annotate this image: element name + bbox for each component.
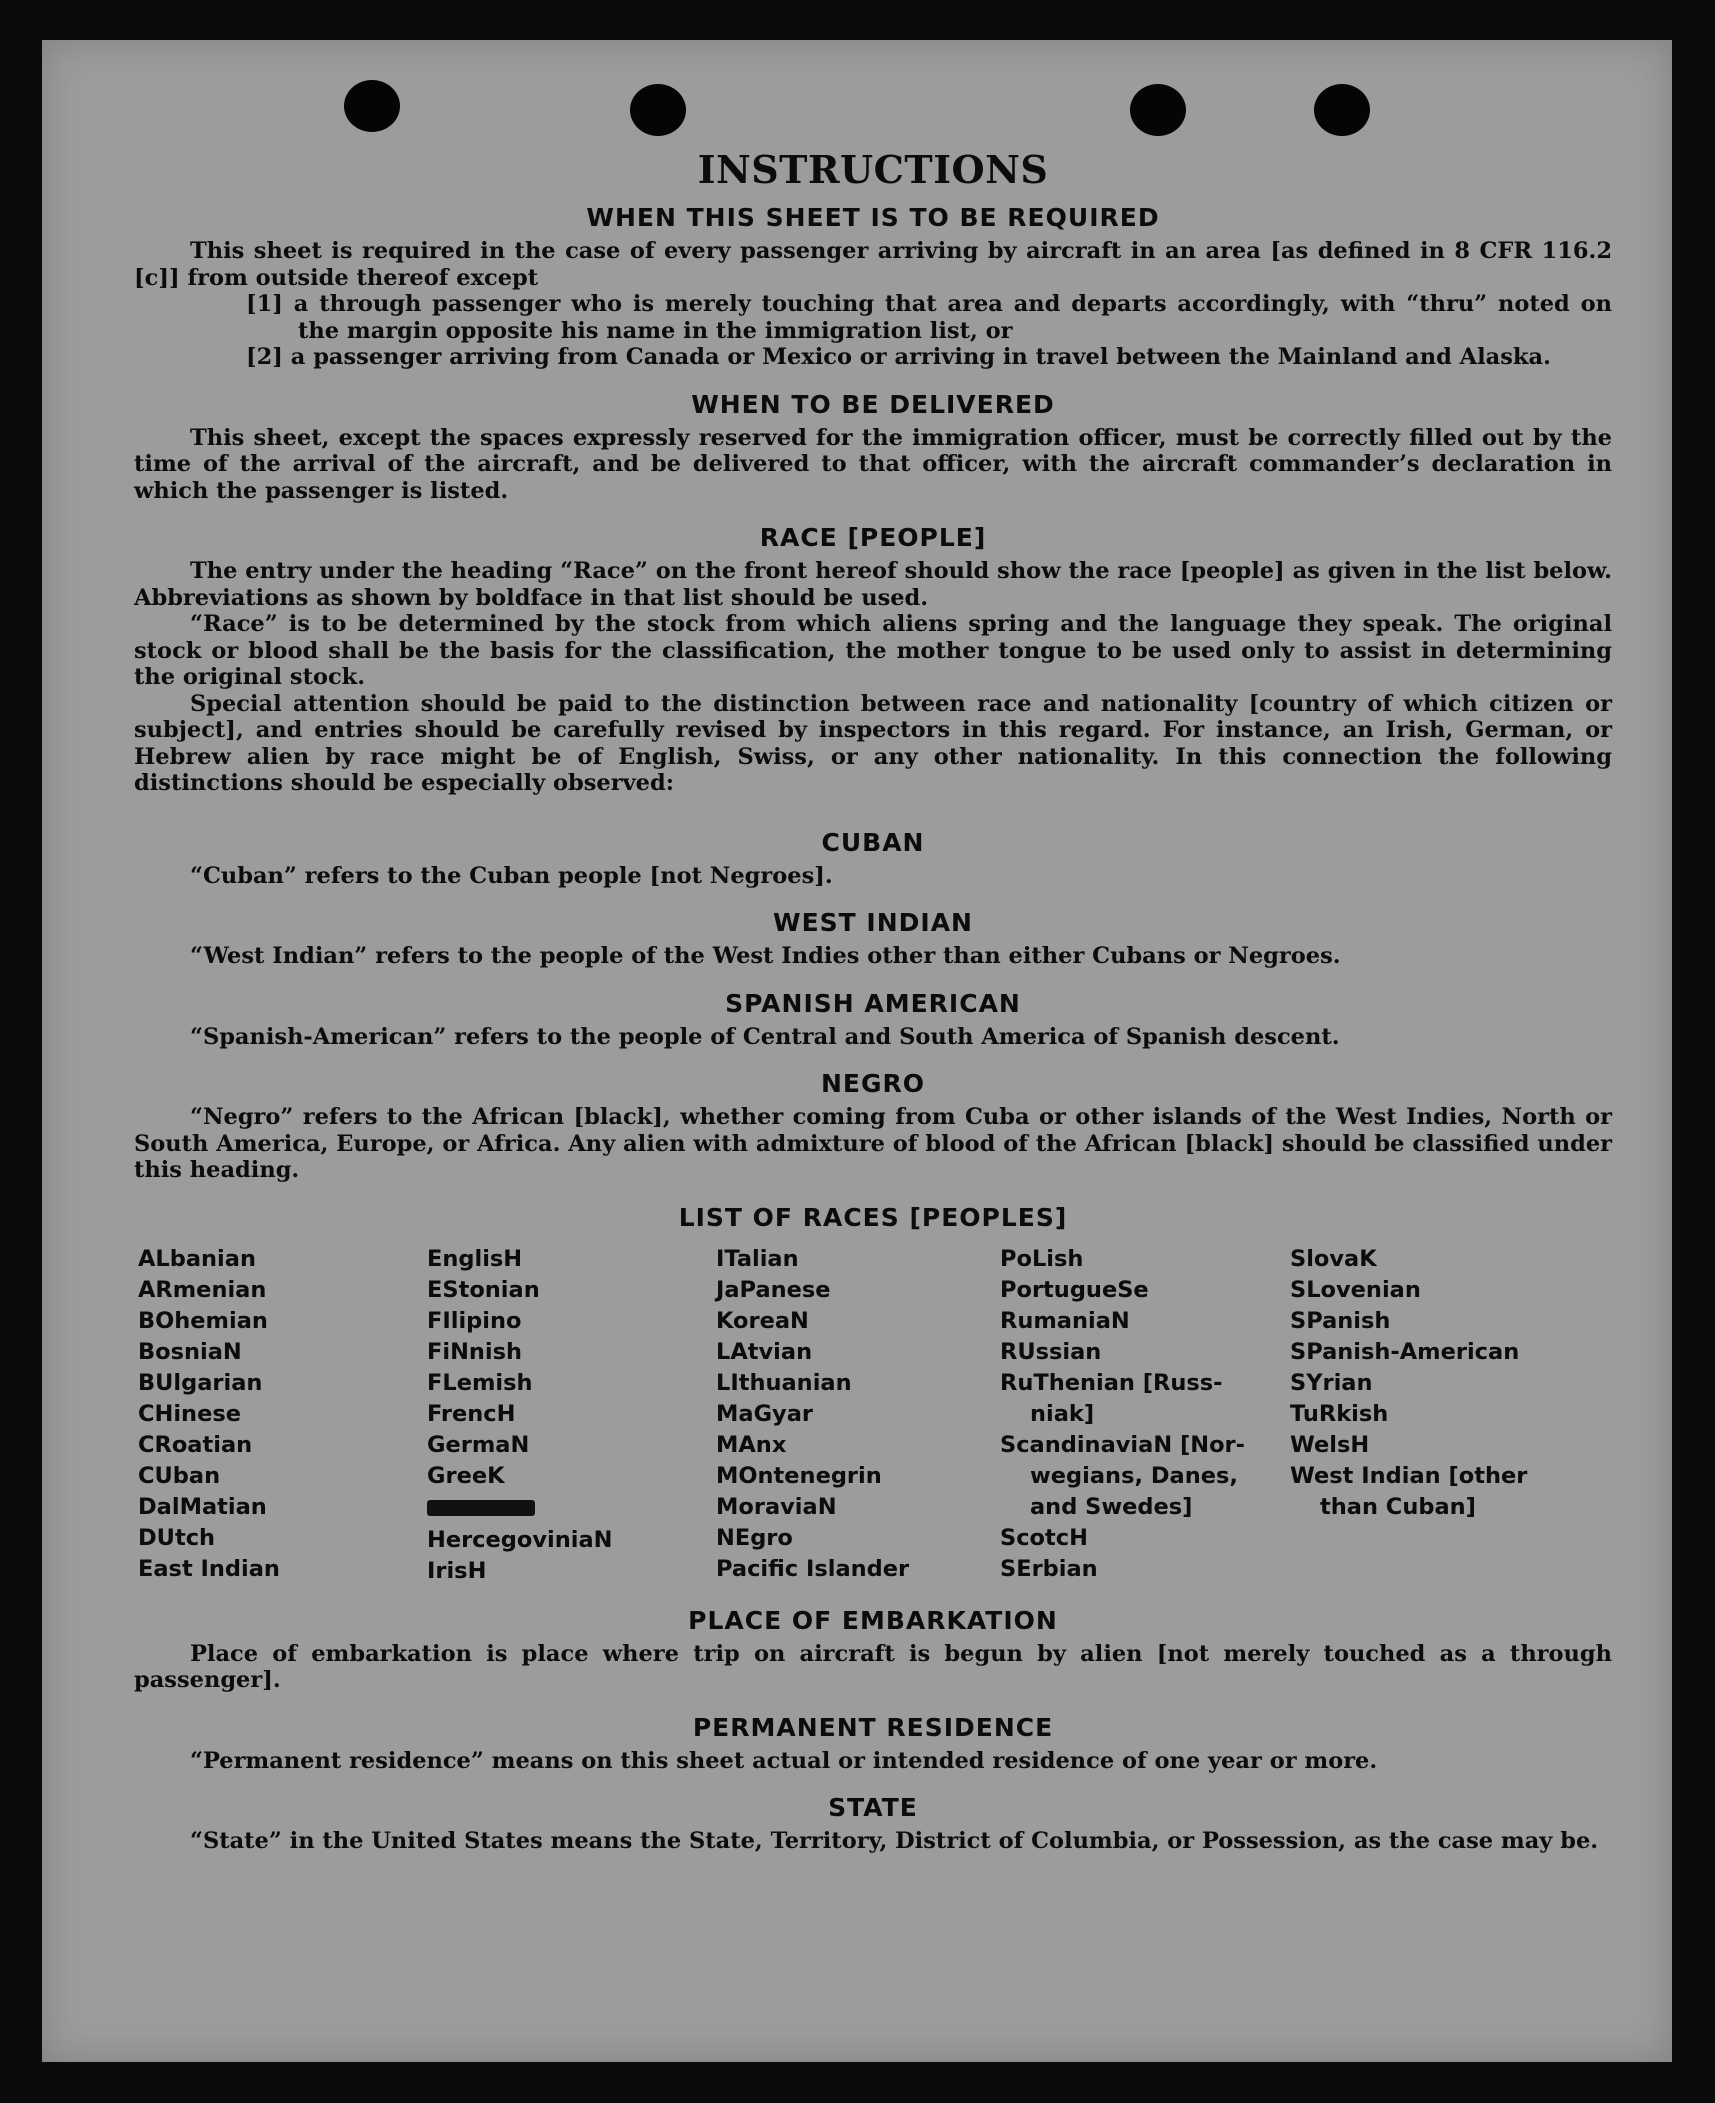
race-entry: FIlipino bbox=[427, 1307, 522, 1334]
race-entry: FLemish bbox=[427, 1369, 533, 1396]
race-entry: ScandinaviaN [Nor- bbox=[1000, 1431, 1245, 1458]
heading-west-indian: WEST INDIAN bbox=[773, 908, 973, 937]
race-entry: ScotcH bbox=[1000, 1524, 1088, 1551]
heading-negro: NEGRO bbox=[820, 1069, 926, 1098]
race-entry: CRoatian bbox=[138, 1431, 253, 1458]
paragraph-race-2: “Race” is to be determined by the stock from which aliens spring and the language they speak. The original stock or blood shall be the basis for the classification, the mother tongue to be used only to assist in determining the original stock. bbox=[134, 611, 1612, 690]
race-entry: ALbanian bbox=[138, 1245, 256, 1272]
race-entry-continuation: than Cuban] bbox=[1320, 1493, 1476, 1520]
race-entry: KoreaN bbox=[716, 1307, 809, 1334]
list-item-exception-1: [1] a through passenger who is merely touching that area and departs accordingly, with “thru” noted on the margin opposite his name in the immigration list, or bbox=[246, 291, 1612, 344]
races-column bbox=[1290, 1244, 1590, 1587]
race-entry: DalMatian bbox=[138, 1493, 267, 1520]
race-entry: SYrian bbox=[1290, 1369, 1373, 1396]
race-entry: ARmenian bbox=[138, 1276, 267, 1303]
heading-spanish-american: SPANISH AMERICAN bbox=[725, 988, 1021, 1018]
paragraph-state: “State” in the United States means the State, Territory, District of Columbia, or Possession, as the case may be. bbox=[190, 1828, 1599, 1854]
race-entry: SlovaK bbox=[1290, 1245, 1377, 1272]
race-entry: SPanish bbox=[1290, 1307, 1391, 1334]
race-entry: LIthuanian bbox=[716, 1369, 852, 1396]
paragraph-race-3: Special attention should be paid to the distinction between race and nationality [country of which citizen or subject], and entries should be carefully revised by inspectors in this regard. For instance, an Irish, German, or Hebrew alien by race might be of English, Swiss, or any other nationality. In this connection the following distinctions should be especially observed: bbox=[134, 690, 1612, 796]
heading-state: STATE bbox=[828, 1793, 918, 1822]
race-entry: MaGyar bbox=[716, 1400, 813, 1427]
race-entry: WelsH bbox=[1290, 1431, 1370, 1458]
paragraph-spanish-american: “Spanish-American” refers to the people of Central and South America of Spanish descent. bbox=[190, 1023, 1340, 1050]
heading-when-delivered: WHEN TO BE DELIVERED bbox=[691, 389, 1055, 419]
heading-permanent-residence: PERMANENT RESIDENCE bbox=[692, 1712, 1054, 1742]
list-item-exception-2: [2] a passenger arriving from Canada or Mexico or arriving in travel between the Mainland and Alaska. bbox=[246, 344, 1551, 370]
race-entry: NEgro bbox=[716, 1524, 793, 1551]
punch-hole bbox=[344, 80, 400, 132]
race-entry: JaPanese bbox=[716, 1276, 831, 1303]
race-entry: EnglisH bbox=[427, 1245, 523, 1272]
heading-list-of-races: LIST OF RACES [PEOPLES] bbox=[678, 1202, 1068, 1232]
race-entry: East Indian bbox=[138, 1555, 280, 1582]
race-entry: TuRkish bbox=[1290, 1400, 1389, 1427]
race-entry: MoraviaN bbox=[716, 1493, 837, 1520]
paragraph-west-indian: “West Indian” refers to the people of the West Indies other than either Cubans or Negroes. bbox=[190, 943, 1341, 969]
document-content bbox=[134, 148, 1612, 1855]
race-entry: PortugueSe bbox=[1000, 1276, 1149, 1303]
race-entry: SLovenian bbox=[1290, 1276, 1421, 1303]
redaction-mark bbox=[427, 1500, 535, 1516]
punch-hole bbox=[630, 84, 686, 136]
race-entry: MAnx bbox=[716, 1431, 787, 1458]
race-entry: BosniaN bbox=[138, 1338, 242, 1365]
races-column bbox=[1000, 1244, 1290, 1587]
heading-cuban: CUBAN bbox=[821, 827, 925, 857]
race-entry-redacted bbox=[427, 1492, 716, 1525]
race-entry: PoLish bbox=[1000, 1245, 1084, 1272]
race-entry: RUssian bbox=[1000, 1338, 1102, 1365]
race-entry: FiNnish bbox=[427, 1338, 523, 1365]
race-entry: GreeK bbox=[427, 1462, 505, 1489]
punch-hole bbox=[1130, 84, 1186, 136]
races-column bbox=[427, 1244, 716, 1587]
paragraph-negro: “Negro” refers to the African [black], whether coming from Cuba or other islands of the West Indies, North or South America, Europe, or Africa. Any alien with admixture of blood of the African [black] should be classified under this heading. bbox=[134, 1104, 1612, 1183]
paragraph-race-1: The entry under the heading “Race” on the front hereof should show the race [people] as given in the list below. Abbreviations as shown by boldface in that list should be used. bbox=[134, 558, 1612, 611]
race-entry: CHinese bbox=[138, 1400, 241, 1427]
races-list bbox=[138, 1244, 1612, 1587]
race-entry: GermaN bbox=[427, 1431, 530, 1458]
race-entry: EStonian bbox=[427, 1276, 540, 1303]
heading-race: RACE [PEOPLE] bbox=[759, 523, 987, 552]
paragraph-cuban: “Cuban” refers to the Cuban people [not Negroes]. bbox=[190, 862, 833, 889]
race-entry: RumaniaN bbox=[1000, 1307, 1130, 1334]
paragraph-delivered: This sheet, except the spaces expressly reserved for the immigration officer, must be correctly filled out by the time of the arrival of the aircraft, and be delivered to that officer, with the aircraft commander’s declaration in which the passenger is listed. bbox=[134, 424, 1612, 504]
race-entry: IrisH bbox=[427, 1557, 487, 1584]
race-entry-continuation: niak] bbox=[1030, 1400, 1095, 1427]
race-entry-continuation: and Swedes] bbox=[1030, 1493, 1193, 1520]
page-title: INSTRUCTIONS bbox=[697, 147, 1049, 192]
races-column bbox=[138, 1244, 427, 1587]
paragraph-required-intro: This sheet is required in the case of every passenger arriving by aircraft in an area [as defined in 8 CFR 116.2 [c]] from outside thereof except bbox=[134, 238, 1612, 291]
heading-when-required: WHEN THIS SHEET IS TO BE REQUIRED bbox=[586, 203, 1160, 232]
race-entry: DUtch bbox=[138, 1524, 216, 1551]
race-entry: BOhemian bbox=[138, 1307, 268, 1334]
document-sheet bbox=[42, 40, 1672, 2062]
races-column bbox=[716, 1244, 1000, 1587]
race-entry: BUlgarian bbox=[138, 1369, 263, 1396]
heading-place-of-embarkation: PLACE OF EMBARKATION bbox=[688, 1605, 1058, 1635]
race-entry: FrencH bbox=[427, 1400, 516, 1427]
race-entry: MOntenegrin bbox=[716, 1462, 882, 1489]
race-entry: ITalian bbox=[716, 1245, 799, 1272]
race-entry: SErbian bbox=[1000, 1555, 1098, 1582]
race-entry-continuation: wegians, Danes, bbox=[1030, 1462, 1238, 1489]
race-entry: RuThenian [Russ- bbox=[1000, 1369, 1223, 1396]
race-entry: Pacific Islander bbox=[716, 1555, 910, 1582]
race-entry: HercegoviniaN bbox=[427, 1526, 613, 1553]
paragraph-embarkation: Place of embarkation is place where trip on aircraft is begun by alien [not merely touched as a through passenger]. bbox=[134, 1640, 1612, 1693]
race-entry: LAtvian bbox=[716, 1338, 813, 1365]
race-entry: SPanish-American bbox=[1290, 1338, 1520, 1365]
paragraph-residence: “Permanent residence” means on this sheet actual or intended residence of one year or more. bbox=[190, 1747, 1378, 1774]
race-entry: CUban bbox=[138, 1462, 221, 1489]
punch-hole bbox=[1314, 84, 1370, 136]
race-entry: West Indian [other bbox=[1290, 1462, 1528, 1489]
